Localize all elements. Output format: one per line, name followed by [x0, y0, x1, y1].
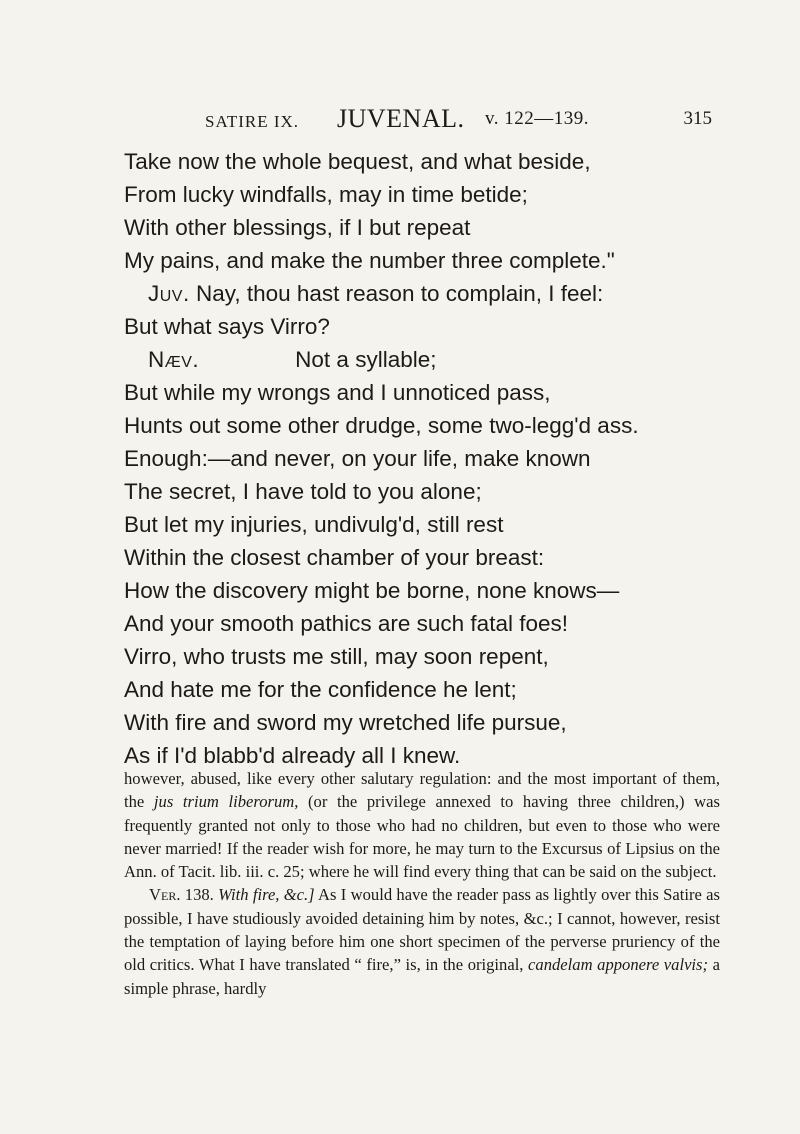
- verse-ref-label: Ver. 138.: [149, 885, 214, 905]
- poem-line: And your smooth pathics are such fatal foes!: [124, 611, 568, 636]
- poem-line: But while my wrongs and I unnoticed pass,: [124, 380, 551, 405]
- poem-line: But let my injuries, undivulg'd, still rest: [124, 512, 504, 537]
- poem-line: The secret, I have told to you alone;: [124, 479, 482, 504]
- verse-ref-phrase: With fire, &c.]: [218, 885, 315, 905]
- speaker-juv: Juv.: [148, 281, 190, 306]
- poem-line: Enough:—and never, on your life, make known: [124, 446, 591, 471]
- poem-line-juv: [124, 277, 744, 310]
- poem-text: [124, 145, 744, 772]
- poem-line: But what says Virro?: [124, 314, 330, 339]
- poem-line: Within the closest chamber of your breast:: [124, 545, 545, 570]
- juv-speech: Nay, thou hast reason to complain, I feel:: [196, 281, 604, 306]
- note-paragraph: [124, 767, 720, 883]
- note-text: however, abused, like every other salutary regulation: and the most important of them, the: [124, 769, 720, 812]
- speaker-naev: Næv.: [148, 347, 200, 372]
- poem-line: As if I'd blabb'd already all I knew.: [124, 743, 461, 768]
- header-verses: v. 122—139.: [485, 108, 590, 129]
- poem-line: From lucky windfalls, may in time betide;: [124, 182, 528, 207]
- footnotes: [124, 767, 720, 1000]
- note-text: a simple phrase, hardly: [124, 955, 720, 998]
- poem-line: With other blessings, if I but repeat: [124, 215, 471, 240]
- poem-line: Hunts out some other drudge, some two-legg'd ass.: [124, 413, 639, 438]
- header-author: JUVENAL.: [337, 104, 465, 133]
- poem-line: And hate me for the confidence he lent;: [124, 677, 517, 702]
- naev-speech: Not a syllable;: [295, 347, 437, 372]
- note-text: (or the privilege annexed to having three children,) was frequently granted not only to those who had no children, but even to those who were never married! If the reader wish for more, he may turn to the Excursus of Lipsius on the Ann. of Tacit. lib. iii. c. 25; where he will find every thing that can be said on the subject.: [124, 792, 720, 882]
- running-header: [205, 104, 712, 138]
- note-paragraph: [124, 883, 720, 999]
- header-satire: SATIRE IX.: [205, 112, 300, 131]
- page-number: 315: [683, 108, 712, 129]
- poem-line: How the discovery might be borne, none knows—: [124, 578, 620, 603]
- note-italic: candelam apponere valvis;: [528, 955, 709, 975]
- poem-line-naev: [124, 343, 744, 376]
- note-italic: jus trium liberorum,: [153, 792, 299, 812]
- poem-line: My pains, and make the number three complete.": [124, 248, 615, 273]
- poem-line: With fire and sword my wretched life pursue,: [124, 710, 567, 735]
- note-text: As I would have the reader pass as lightly over this Satire as possible, I have studiously avoided detaining him by notes, &c.; I cannot, however, resist the temptation of laying before him one short specimen of the perverse pruriency of the old critics. What I have translated “ fire,” is, in the original,: [124, 885, 720, 975]
- poem-line: Take now the whole bequest, and what beside,: [124, 149, 591, 174]
- poem-line: Virro, who trusts me still, may soon repent,: [124, 644, 549, 669]
